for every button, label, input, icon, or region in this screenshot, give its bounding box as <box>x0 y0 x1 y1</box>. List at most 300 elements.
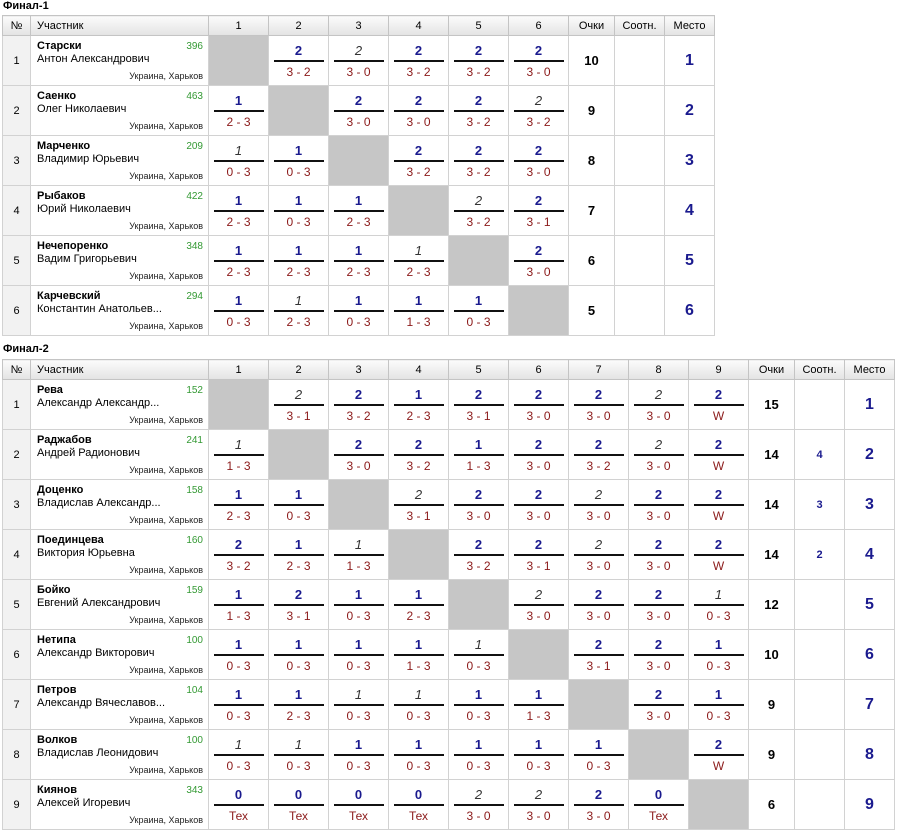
match-result: 3 - 0 <box>526 608 551 623</box>
match-score <box>694 737 744 773</box>
match-score <box>514 537 564 573</box>
match-score <box>394 143 444 179</box>
match-score <box>514 437 564 473</box>
match-score <box>454 93 504 129</box>
place-value: 9 <box>845 780 895 830</box>
match-cell[interactable] <box>629 480 689 530</box>
header-ratio[interactable]: Соотн. <box>795 360 845 380</box>
match-score <box>454 687 504 723</box>
self-match-cell <box>569 680 629 730</box>
match-cell[interactable] <box>269 780 329 830</box>
match-cell[interactable] <box>329 580 389 630</box>
total-points: 15 <box>749 380 795 430</box>
player-location: Украина, Харьков <box>129 321 203 331</box>
match-score <box>694 537 744 573</box>
header-participant[interactable]: Участник <box>31 16 209 36</box>
match-cell[interactable] <box>389 36 449 86</box>
row-number: 7 <box>3 680 31 730</box>
match-points: 1 <box>334 193 384 212</box>
match-score <box>454 487 504 523</box>
match-score <box>454 193 504 229</box>
place-value: 6 <box>845 630 895 680</box>
match-cell[interactable] <box>389 380 449 430</box>
match-result: 3 - 0 <box>526 164 551 179</box>
header-points[interactable]: Очки <box>569 16 615 36</box>
match-score <box>394 737 444 773</box>
player-cell[interactable] <box>31 530 209 580</box>
match-cell[interactable] <box>509 136 569 186</box>
match-result: 2 - 3 <box>286 708 311 723</box>
match-cell[interactable] <box>449 36 509 86</box>
match-result: W <box>712 558 725 573</box>
total-points: 9 <box>749 680 795 730</box>
match-cell[interactable] <box>569 380 629 430</box>
match-cell[interactable] <box>389 630 449 680</box>
match-points: 2 <box>454 487 504 506</box>
match-result: 1 - 3 <box>406 314 431 329</box>
player-surname[interactable]: Марченко <box>37 140 91 152</box>
header-place[interactable]: Место <box>665 16 715 36</box>
table-row <box>3 36 715 86</box>
total-points: 10 <box>749 630 795 680</box>
match-cell[interactable] <box>209 286 269 336</box>
match-cell[interactable] <box>509 236 569 286</box>
match-result: 3 - 0 <box>346 64 371 79</box>
match-cell[interactable] <box>269 630 329 680</box>
match-points: 2 <box>274 387 324 406</box>
match-cell[interactable] <box>329 186 389 236</box>
player-given-name: Антон Александрович <box>37 53 150 65</box>
player-surname[interactable]: Бойко <box>37 584 71 596</box>
table-row <box>3 136 715 186</box>
place-value: 4 <box>665 186 715 236</box>
match-cell[interactable] <box>209 480 269 530</box>
player-cell[interactable] <box>31 380 209 430</box>
match-points: 1 <box>214 143 264 162</box>
match-score <box>394 487 444 523</box>
match-cell[interactable] <box>209 580 269 630</box>
match-cell[interactable] <box>389 680 449 730</box>
match-score <box>214 93 264 129</box>
header-opponent-6[interactable]: 6 <box>509 360 569 380</box>
header-participant[interactable]: Участник <box>31 360 209 380</box>
self-match-cell <box>269 86 329 136</box>
match-score <box>574 487 624 523</box>
table-title-final-1: Финал-1 <box>3 0 49 12</box>
row-number: 4 <box>3 186 31 236</box>
header-opponent-3[interactable]: 3 <box>329 16 389 36</box>
match-cell[interactable] <box>689 680 749 730</box>
player-rating: 158 <box>186 485 203 496</box>
match-cell[interactable] <box>629 580 689 630</box>
match-result: 0 - 3 <box>526 758 551 773</box>
match-result: 1 - 3 <box>226 458 251 473</box>
match-score <box>334 193 384 229</box>
match-cell[interactable] <box>689 530 749 580</box>
match-cell[interactable] <box>449 136 509 186</box>
player-cell[interactable] <box>31 580 209 630</box>
match-cell[interactable] <box>449 430 509 480</box>
match-points: 2 <box>274 587 324 606</box>
player-cell[interactable] <box>31 86 209 136</box>
match-result: 0 - 3 <box>466 758 491 773</box>
match-score <box>334 587 384 623</box>
match-score <box>634 387 684 423</box>
player-cell[interactable] <box>31 480 209 530</box>
header-opponent-6[interactable]: 6 <box>509 16 569 36</box>
table-row <box>3 430 895 480</box>
match-result: 3 - 0 <box>586 608 611 623</box>
player-surname[interactable]: Раджабов <box>37 434 92 446</box>
match-cell[interactable] <box>329 286 389 336</box>
match-score <box>274 637 324 673</box>
match-score <box>514 93 564 129</box>
match-cell[interactable] <box>509 186 569 236</box>
match-score <box>274 787 324 823</box>
match-score <box>334 293 384 329</box>
player-rating: 294 <box>186 291 203 302</box>
match-cell[interactable] <box>449 630 509 680</box>
match-cell[interactable] <box>509 86 569 136</box>
match-result: 0 - 3 <box>226 758 251 773</box>
match-score <box>574 737 624 773</box>
match-score <box>214 587 264 623</box>
match-result: 2 - 3 <box>406 608 431 623</box>
match-cell[interactable] <box>209 530 269 580</box>
match-cell[interactable] <box>389 86 449 136</box>
match-cell[interactable] <box>269 730 329 780</box>
match-cell[interactable] <box>329 530 389 580</box>
match-cell[interactable] <box>569 430 629 480</box>
match-cell[interactable] <box>389 580 449 630</box>
match-points: 1 <box>274 537 324 556</box>
match-points: 2 <box>574 537 624 556</box>
match-points: 1 <box>274 293 324 312</box>
match-cell[interactable] <box>509 780 569 830</box>
match-cell[interactable] <box>329 380 389 430</box>
match-cell[interactable] <box>509 580 569 630</box>
match-score <box>394 587 444 623</box>
match-result: 3 - 2 <box>466 164 491 179</box>
player-cell[interactable] <box>31 186 209 236</box>
match-score <box>514 43 564 79</box>
match-cell[interactable] <box>269 236 329 286</box>
ratio-value <box>615 186 665 236</box>
match-cell[interactable] <box>269 480 329 530</box>
header-place[interactable]: Место <box>845 360 895 380</box>
match-cell[interactable] <box>569 780 629 830</box>
match-score <box>574 387 624 423</box>
match-cell[interactable] <box>209 236 269 286</box>
match-score <box>214 487 264 523</box>
match-cell[interactable] <box>389 136 449 186</box>
place-value: 3 <box>665 136 715 186</box>
match-result: 3 - 0 <box>346 114 371 129</box>
match-cell[interactable] <box>329 236 389 286</box>
match-cell[interactable] <box>269 380 329 430</box>
player-location: Украина, Харьков <box>129 221 203 231</box>
match-cell[interactable] <box>329 86 389 136</box>
player-surname[interactable]: Киянов <box>37 784 78 796</box>
match-cell[interactable] <box>449 730 509 780</box>
match-cell[interactable] <box>209 86 269 136</box>
player-rating: 100 <box>186 635 203 646</box>
match-cell[interactable] <box>629 630 689 680</box>
match-points: 1 <box>214 687 264 706</box>
match-cell[interactable] <box>509 480 569 530</box>
match-cell[interactable] <box>629 680 689 730</box>
player-surname[interactable]: Рыбаков <box>37 190 86 202</box>
match-cell[interactable] <box>209 780 269 830</box>
player-surname[interactable]: Нетипа <box>37 634 76 646</box>
match-result: 3 - 0 <box>586 508 611 523</box>
match-result: 1 - 3 <box>226 608 251 623</box>
player-location: Украина, Харьков <box>129 715 203 725</box>
match-score <box>574 437 624 473</box>
match-points: 2 <box>514 587 564 606</box>
player-cell[interactable] <box>31 286 209 336</box>
match-result: 3 - 0 <box>646 558 671 573</box>
match-cell[interactable] <box>509 530 569 580</box>
self-match-cell <box>509 286 569 336</box>
row-number: 4 <box>3 530 31 580</box>
header-no[interactable]: № <box>3 16 31 36</box>
match-cell[interactable] <box>329 680 389 730</box>
match-cell[interactable] <box>449 286 509 336</box>
match-points: 2 <box>694 387 744 406</box>
match-cell[interactable] <box>329 780 389 830</box>
match-cell[interactable] <box>389 430 449 480</box>
match-cell[interactable] <box>449 530 509 580</box>
match-points: 1 <box>394 293 444 312</box>
header-points[interactable]: Очки <box>749 360 795 380</box>
match-result: Тех <box>408 808 429 823</box>
match-points: 1 <box>694 687 744 706</box>
match-cell[interactable] <box>269 580 329 630</box>
header-opponent-5[interactable]: 5 <box>449 16 509 36</box>
match-points: 2 <box>574 387 624 406</box>
match-cell[interactable] <box>689 380 749 430</box>
header-opponent-3[interactable]: 3 <box>329 360 389 380</box>
match-cell[interactable] <box>689 430 749 480</box>
match-result: 0 - 3 <box>586 758 611 773</box>
match-cell[interactable] <box>449 480 509 530</box>
standings-table-final-2 <box>2 359 895 830</box>
match-cell[interactable] <box>569 480 629 530</box>
match-result: 3 - 0 <box>586 558 611 573</box>
match-points: 1 <box>274 637 324 656</box>
self-match-cell <box>689 780 749 830</box>
player-rating: 463 <box>186 91 203 102</box>
header-opponent-9[interactable]: 9 <box>689 360 749 380</box>
match-cell[interactable] <box>329 630 389 680</box>
match-points: 0 <box>334 787 384 806</box>
match-cell[interactable] <box>329 36 389 86</box>
self-match-cell <box>629 730 689 780</box>
match-cell[interactable] <box>509 730 569 780</box>
player-surname[interactable]: Доценко <box>37 484 84 496</box>
match-result: 1 - 3 <box>466 458 491 473</box>
match-score <box>274 293 324 329</box>
player-cell[interactable] <box>31 136 209 186</box>
header-opponent-1[interactable]: 1 <box>209 16 269 36</box>
header-opponent-2[interactable]: 2 <box>269 16 329 36</box>
match-cell[interactable] <box>209 136 269 186</box>
standings-table-final-1 <box>2 15 715 336</box>
match-cell[interactable] <box>449 680 509 730</box>
player-surname[interactable]: Поединцева <box>37 534 104 546</box>
match-cell[interactable] <box>689 480 749 530</box>
match-cell[interactable] <box>389 730 449 780</box>
match-result: 3 - 1 <box>586 658 611 673</box>
match-points: 2 <box>454 387 504 406</box>
match-result: 2 - 3 <box>226 508 251 523</box>
total-points: 5 <box>569 286 615 336</box>
match-score <box>454 787 504 823</box>
match-cell[interactable] <box>689 580 749 630</box>
match-cell[interactable] <box>269 186 329 236</box>
match-cell[interactable] <box>449 380 509 430</box>
match-points: 2 <box>634 537 684 556</box>
match-cell[interactable] <box>569 730 629 780</box>
match-points: 2 <box>514 93 564 112</box>
match-cell[interactable] <box>629 380 689 430</box>
match-points: 2 <box>634 487 684 506</box>
match-cell[interactable] <box>569 630 629 680</box>
player-location: Украина, Харьков <box>129 665 203 675</box>
match-cell[interactable] <box>209 430 269 480</box>
header-row <box>3 360 895 380</box>
player-rating: 104 <box>186 685 203 696</box>
match-score <box>214 437 264 473</box>
table-row <box>3 286 715 336</box>
player-cell[interactable] <box>31 36 209 86</box>
match-score <box>394 43 444 79</box>
match-result: 3 - 0 <box>526 408 551 423</box>
player-surname[interactable]: Рева <box>37 384 63 396</box>
header-opponent-2[interactable]: 2 <box>269 360 329 380</box>
header-opponent-4[interactable]: 4 <box>389 360 449 380</box>
player-surname[interactable]: Нечепоренко <box>37 240 109 252</box>
player-location: Украина, Харьков <box>129 465 203 475</box>
match-cell[interactable] <box>209 186 269 236</box>
player-surname[interactable]: Саенко <box>37 90 77 102</box>
match-cell[interactable] <box>209 680 269 730</box>
header-opponent-1[interactable]: 1 <box>209 360 269 380</box>
match-cell[interactable] <box>569 530 629 580</box>
match-score <box>634 487 684 523</box>
ratio-value <box>615 286 665 336</box>
match-points: 1 <box>514 737 564 756</box>
match-cell[interactable] <box>389 780 449 830</box>
match-cell[interactable] <box>629 530 689 580</box>
player-location: Украина, Харьков <box>129 71 203 81</box>
match-cell[interactable] <box>269 136 329 186</box>
match-points: 2 <box>514 143 564 162</box>
match-result: 3 - 0 <box>646 508 671 523</box>
match-cell[interactable] <box>449 780 509 830</box>
match-result: 3 - 0 <box>586 408 611 423</box>
player-cell[interactable] <box>31 430 209 480</box>
header-ratio[interactable]: Соотн. <box>615 16 665 36</box>
header-opponent-4[interactable]: 4 <box>389 16 449 36</box>
match-cell[interactable] <box>389 480 449 530</box>
ratio-value <box>795 680 845 730</box>
match-result: 3 - 2 <box>226 558 251 573</box>
place-value: 7 <box>845 680 895 730</box>
match-points: 2 <box>334 43 384 62</box>
match-cell[interactable] <box>329 430 389 480</box>
match-cell[interactable] <box>509 36 569 86</box>
match-result: 2 - 3 <box>346 264 371 279</box>
match-cell[interactable] <box>329 730 389 780</box>
match-result: 3 - 0 <box>646 458 671 473</box>
place-value: 2 <box>665 86 715 136</box>
match-cell[interactable] <box>629 430 689 480</box>
player-surname[interactable]: Петров <box>37 684 77 696</box>
match-points: 2 <box>694 737 744 756</box>
player-surname[interactable]: Карчевский <box>37 290 101 302</box>
match-score <box>514 193 564 229</box>
match-cell[interactable] <box>569 580 629 630</box>
match-score <box>514 387 564 423</box>
header-opponent-7[interactable]: 7 <box>569 360 629 380</box>
match-score <box>514 243 564 279</box>
ratio-value <box>795 380 845 430</box>
match-cell[interactable] <box>209 730 269 780</box>
match-cell[interactable] <box>449 86 509 136</box>
row-number: 1 <box>3 380 31 430</box>
match-points: 2 <box>574 487 624 506</box>
match-cell[interactable] <box>509 430 569 480</box>
match-cell[interactable] <box>689 730 749 780</box>
match-points: 1 <box>694 637 744 656</box>
player-cell[interactable] <box>31 236 209 286</box>
match-cell[interactable] <box>269 680 329 730</box>
player-cell[interactable] <box>31 730 209 780</box>
player-cell[interactable] <box>31 680 209 730</box>
player-surname[interactable]: Волков <box>37 734 78 746</box>
match-points: 2 <box>574 437 624 456</box>
match-score <box>394 243 444 279</box>
match-points: 2 <box>574 787 624 806</box>
match-cell[interactable] <box>449 186 509 236</box>
player-given-name: Константин Анатольев... <box>37 303 162 315</box>
header-no[interactable]: № <box>3 360 31 380</box>
match-cell[interactable] <box>509 380 569 430</box>
match-points: 1 <box>334 537 384 556</box>
total-points: 12 <box>749 580 795 630</box>
match-score <box>274 193 324 229</box>
match-cell[interactable] <box>209 630 269 680</box>
match-cell[interactable] <box>389 286 449 336</box>
player-cell[interactable] <box>31 780 209 830</box>
match-cell[interactable] <box>689 630 749 680</box>
match-cell[interactable] <box>629 780 689 830</box>
table-row <box>3 86 715 136</box>
header-opponent-8[interactable]: 8 <box>629 360 689 380</box>
header-opponent-5[interactable]: 5 <box>449 360 509 380</box>
match-cell[interactable] <box>269 36 329 86</box>
match-cell[interactable] <box>269 530 329 580</box>
player-cell[interactable] <box>31 630 209 680</box>
match-cell[interactable] <box>509 680 569 730</box>
match-points: 2 <box>274 43 324 62</box>
match-cell[interactable] <box>389 236 449 286</box>
player-surname[interactable]: Старски <box>37 40 82 52</box>
match-cell[interactable] <box>269 286 329 336</box>
match-score <box>634 537 684 573</box>
